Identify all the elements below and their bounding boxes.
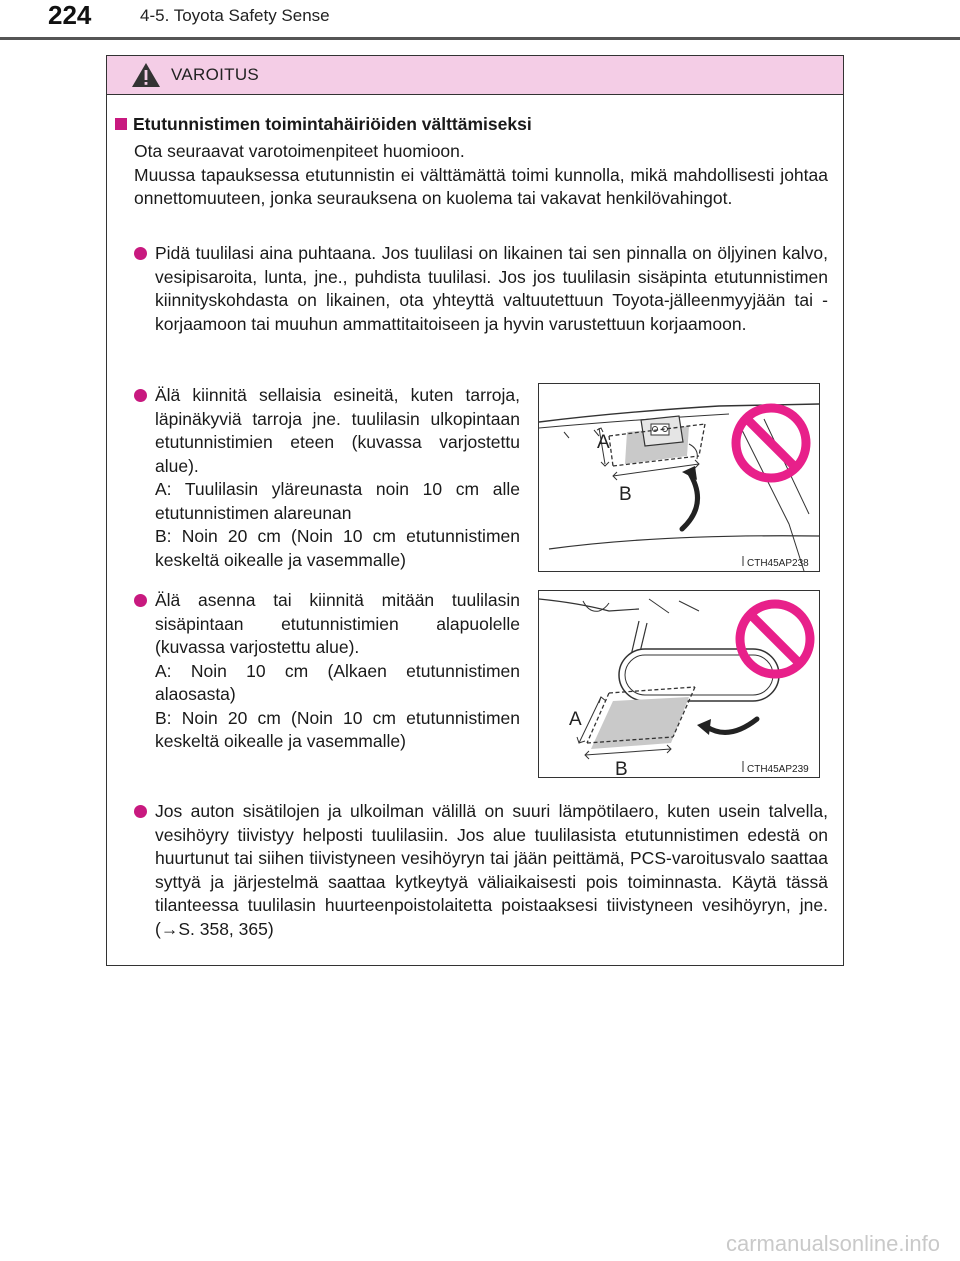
windshield-inside-illustration <box>539 591 819 777</box>
chapter-title: 4-5. Toyota Safety Sense <box>140 6 330 25</box>
bullet-text: Jos auton sisätilojen ja ulkoilman välillä on suuri lämpötilaero, kuten usein talvella, vesihöyry tiivistyy helposti tuulilasiin. Jos alue tuulilasista etutunnistimen edestä on huurtunut tai siihen tiivistyneen vesihöyryn tai jään peittämä, PCS-varoitusvalo saattaa syttyä ja järjestelmä saattaa kytkeytyä väliaikaisesti pois toiminnasta. Käytä tässä tilanteessa tuulilasin huurteenpoistolaitetta poistaaksesi tiivistyneen vesihöyryn, jne. (→S. 358, 365) <box>155 801 828 939</box>
bullet-dot-icon <box>134 805 147 818</box>
square-bullet-icon <box>115 118 127 130</box>
figure-windshield-inside <box>538 590 820 778</box>
section-title <box>115 114 532 135</box>
bullet-dot-icon <box>134 247 147 260</box>
bullet-item <box>134 384 520 572</box>
header-rule <box>0 37 960 40</box>
figure-windshield-outside <box>538 383 820 572</box>
page-header <box>0 0 960 40</box>
section-title-text: Etutunnistimen toimintahäiriöiden välttämiseksi <box>133 114 532 134</box>
bullet-item <box>134 589 520 754</box>
page-number: 224 <box>48 0 92 30</box>
warning-title: VAROITUS <box>171 65 260 84</box>
bullet-text: Pidä tuulilasi aina puhtaana. Jos tuulilasi on likainen tai sen pinnalla on öljyinen kalvo, vesipisaroita, lunta, jne., puhdista tuulilasi. Jos jos tuulilasin sisäpinta etutunnistimen kiinnityskohdasta on likainen, ota yhteyttä valtuutettuun Toyota-jälleenmyyjään tai -korjaamoon tai muuhun ammattitaitoiseen ja hyvin varustettuun korjaamoon. <box>155 243 828 334</box>
bullet-dot-icon <box>134 389 147 402</box>
windshield-outside-illustration <box>539 384 819 571</box>
bullet-item <box>134 800 828 941</box>
fig2-label-b: B <box>615 759 628 777</box>
bullet-item <box>134 242 828 336</box>
fig1-code: CTH45AP238 <box>747 558 809 569</box>
fig2-code: CTH45AP239 <box>747 764 809 775</box>
warning-header <box>107 56 843 95</box>
fig2-label-a: A <box>569 709 582 730</box>
fig1-label-b: B <box>619 484 632 505</box>
bullet-dot-icon <box>134 594 147 607</box>
watermark: carmanualsonline.info <box>725 1231 940 1256</box>
bullet-text: Älä asenna tai kiinnitä mitään tuulilasin sisäpintaan etutunnistimien alapuolelle (kuvassa varjostettu alue). A: Noin 10 cm (Alkaen etutunnistimen alaosasta) B: Noin 20 cm (Noin 10 cm etutunnistimen keskeltä oikealle ja vasemmalle) <box>155 590 520 751</box>
bullet-text: Älä kiinnitä sellaisia esineitä, kuten tarroja, läpinäkyviä tarroja jne. tuulilasin ulkopintaan etutunnistimien eteen (kuvassa varjostettu alue). A: Tuulilasin yläreunasta noin 10 cm alle etutunnistimen alareunan B: Noin 20 cm (Noin 10 cm etutunnistimen keskeltä oikealle ja vasemmalle) <box>155 385 520 570</box>
intro-paragraph: Ota seuraavat varotoimenpiteet huomioon. Muussa tapauksessa etutunnistin ei välttämättä toimi kunnolla, mikä mahdollisesti johtaa onnettomuuteen, jonka seurauksena on kuolema tai vakavat henkilövahingot. <box>134 141 828 208</box>
warning-triangle-icon <box>131 62 161 88</box>
fig1-label-a: A <box>597 432 610 453</box>
